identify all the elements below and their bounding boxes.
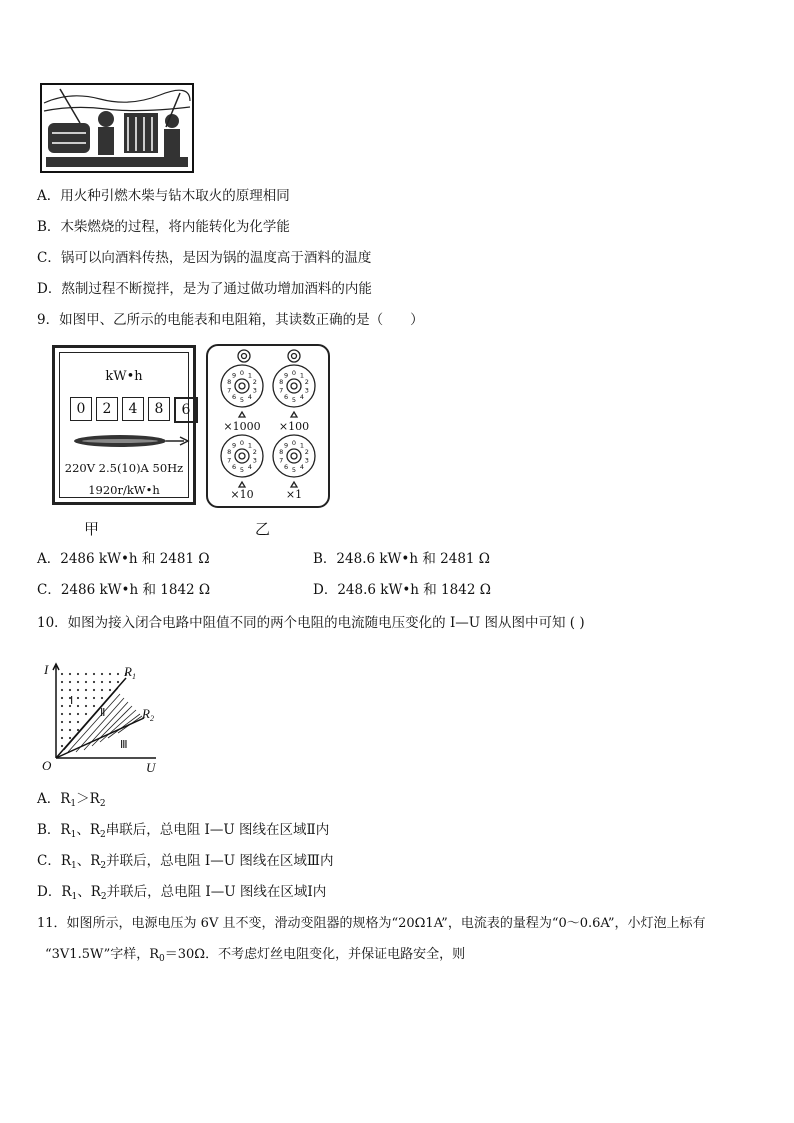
grid-dot <box>85 713 87 715</box>
grid-dot <box>117 673 119 675</box>
grid-dot <box>69 689 71 691</box>
subscript: 2 <box>100 830 106 840</box>
text-run: 并联后，总电阻 I—U 图线在区域Ⅰ内 <box>106 884 327 900</box>
grid-dot <box>93 689 95 691</box>
text-run: B．R <box>37 822 71 838</box>
grid-dot <box>61 721 63 723</box>
caption-jia: 甲 <box>84 520 100 538</box>
grid-dot <box>101 681 103 683</box>
grid-dot <box>69 729 71 731</box>
dial-digit: 6 <box>284 463 289 472</box>
q8-option-b: B．木柴燃烧的过程，将内能转化为化学能 <box>37 219 290 235</box>
dial-digit: 9 <box>284 441 289 450</box>
dial-digit: 2 <box>252 378 257 387</box>
dial-digit: 3 <box>304 456 309 465</box>
dial-digit: 4 <box>247 463 252 472</box>
grid-dot <box>85 697 87 699</box>
multiplier-100: ×100 <box>278 420 310 433</box>
text-run: A．R <box>37 791 71 807</box>
region-label-2: Ⅱ <box>100 707 106 719</box>
q11-stem-line2 <box>45 946 465 968</box>
text-run: 、R <box>76 822 100 838</box>
dial-digit: 9 <box>232 371 237 380</box>
dial-digit: 9 <box>232 441 237 450</box>
meter-digit: 4 <box>122 397 144 421</box>
multiplier-1: ×1 <box>285 488 303 501</box>
text-run: “3V1.5W”字样，R <box>45 947 160 962</box>
dial-digit: 4 <box>299 463 304 472</box>
subscript: 2 <box>100 892 107 902</box>
dial-digit: 0 <box>291 368 297 377</box>
text-run: 、R <box>76 853 101 869</box>
origin-label: O <box>42 758 52 773</box>
line-label-r1: $R_1$ <box>124 664 136 681</box>
brewing-illustration <box>40 83 194 173</box>
grid-dot <box>77 697 79 699</box>
dial-digit: 8 <box>227 448 232 457</box>
caption-yi: 乙 <box>255 520 271 538</box>
dial-digit: 6 <box>284 393 289 402</box>
electricity-meter <box>52 345 196 505</box>
grid-dot <box>77 713 79 715</box>
q9-option-a: A．2486 kW•h 和 2481 Ω <box>37 551 210 567</box>
grid-dot <box>101 689 103 691</box>
grid-dot <box>85 681 87 683</box>
region-label-3: Ⅲ <box>120 739 128 751</box>
meter-spec-rating: 220V 2.5(10)A 50Hz <box>64 461 184 475</box>
grid-dot <box>85 705 87 707</box>
grid-dot <box>69 721 71 723</box>
dial-digit: 7 <box>279 456 284 465</box>
dial-digit: 1 <box>299 371 304 380</box>
dial-digit: 1 <box>299 441 304 450</box>
grid-dot <box>69 737 71 739</box>
grid-dot <box>61 689 63 691</box>
dial-digit: 4 <box>247 393 252 402</box>
q10-stem: 10．如图为接入闭合电路中阻值不同的两个电阻的电流随电压变化的 I—U 图从图中可知 ( ) <box>37 615 585 631</box>
q9-option-c: C．2486 kW•h 和 1842 Ω <box>37 582 211 598</box>
dial-digit: 5 <box>239 465 245 474</box>
dial-digit: 0 <box>291 438 297 447</box>
grid-dot <box>109 681 111 683</box>
grid-dot <box>69 681 71 683</box>
dial-digit: 3 <box>252 456 257 465</box>
q10-option-b <box>37 821 329 844</box>
dial-digit: 5 <box>239 395 245 404</box>
q10-option-c <box>37 852 333 875</box>
grid-dot <box>77 705 79 707</box>
resistance-box <box>206 344 330 508</box>
meter-digits <box>70 397 198 423</box>
grid-dot <box>77 729 79 731</box>
grid-dot <box>61 705 63 707</box>
q8-option-c: C．锅可以向酒料传热，是因为锅的温度高于酒料的温度 <box>37 250 372 266</box>
grid-dot <box>61 737 63 739</box>
text-run: C．R <box>37 853 71 869</box>
axis-label-i: I <box>44 662 49 677</box>
q8-option-a: A．用火种引燃木柴与钻木取火的原理相同 <box>37 188 290 204</box>
dial-digit: 1 <box>247 371 252 380</box>
region-label-1: Ⅰ <box>70 695 74 707</box>
grid-dot <box>109 689 111 691</box>
grid-dot <box>85 673 87 675</box>
q9-option-d: D．248.6 kW•h 和 1842 Ω <box>313 582 491 598</box>
grid-dot <box>101 697 103 699</box>
grid-dot <box>61 697 63 699</box>
meter-digit: 0 <box>70 397 92 421</box>
subscript: 1 <box>71 892 78 902</box>
dial-digit: 2 <box>252 448 257 457</box>
meter-digit: 2 <box>96 397 118 421</box>
q8-option-d: D．熬制过程不断搅拌，是为了通过做功增加酒料的内能 <box>37 281 372 297</box>
grid-dot <box>77 689 79 691</box>
subscript: 1 <box>70 799 77 809</box>
subscript: 2 <box>100 861 107 871</box>
dial-digit: 9 <box>284 371 289 380</box>
multiplier-10: ×10 <box>230 488 254 501</box>
subscript: 1 <box>71 861 77 871</box>
grid-dot <box>61 673 63 675</box>
dial-digit: 8 <box>227 378 232 387</box>
text-run: ＞R <box>76 791 100 807</box>
text-run: 并联后，总电阻 I—U 图线在区域Ⅲ内 <box>106 853 334 869</box>
meter-digit: 8 <box>148 397 170 421</box>
q9-stem: 9．如图甲、乙所示的电能表和电阻箱，其读数正确的是（ ） <box>37 312 424 328</box>
grid-dot <box>61 713 63 715</box>
grid-dot <box>93 673 95 675</box>
grid-dot <box>77 673 79 675</box>
grid-dot <box>117 681 119 683</box>
dial-digit: 8 <box>279 378 284 387</box>
iu-graph <box>36 660 166 775</box>
dial-digit: 5 <box>291 465 297 474</box>
dial-digit: 7 <box>227 456 232 465</box>
grid-dot <box>61 681 63 683</box>
dial-digit: 5 <box>291 395 297 404</box>
dial-digit: 6 <box>232 463 237 472</box>
dial-digit: 3 <box>252 386 257 395</box>
dial-digit: 0 <box>239 368 245 377</box>
dial-digit: 2 <box>304 378 309 387</box>
subscript: 1 <box>70 830 77 840</box>
text-run: 串联后，总电阻 I—U 图线在区域Ⅱ内 <box>105 822 330 838</box>
multiplier-1000: ×1000 <box>223 420 261 433</box>
meter-unit: kW•h <box>105 369 143 384</box>
dial-digit: 1 <box>247 441 252 450</box>
grid-dot <box>77 721 79 723</box>
q11-stem-line1: 11．如图所示，电源电压为 6V 且不变，滑动变阻器的规格为“20Ω1A”，电流表的量程为“0～0.6A”，小灯泡上标有 <box>37 916 706 931</box>
q9-option-b: B．248.6 kW•h 和 2481 Ω <box>313 551 490 567</box>
dial-digit: 8 <box>279 448 284 457</box>
grid-dot <box>93 697 95 699</box>
grid-dot <box>101 673 103 675</box>
dial-digit: 0 <box>239 438 245 447</box>
line-label-r2: $R_2$ <box>142 706 154 723</box>
q10-option-d <box>37 883 326 906</box>
text-run: 、R <box>77 884 101 900</box>
subscript: 0 <box>159 954 165 964</box>
grid-dot <box>61 745 63 747</box>
text-run: D．R <box>37 884 72 900</box>
q10-option-a <box>37 790 106 813</box>
grid-dot <box>77 681 79 683</box>
dial-digit: 3 <box>304 386 309 395</box>
axis-label-u: U <box>146 760 156 775</box>
grid-dot <box>69 713 71 715</box>
meter-spec-revolutions: 1920r/kW•h <box>88 483 160 497</box>
grid-dot <box>93 705 95 707</box>
dial-digit: 6 <box>232 393 237 402</box>
dial-digit: 4 <box>299 393 304 402</box>
dial-digit: 7 <box>227 386 232 395</box>
grid-dot <box>69 673 71 675</box>
meter-disk-icon <box>68 433 190 449</box>
grid-dot <box>109 673 111 675</box>
meter-digit-decimal: 6 <box>174 397 198 423</box>
grid-dot <box>93 681 95 683</box>
grid-dot <box>61 729 63 731</box>
grid-dot <box>85 689 87 691</box>
dial-digit: 7 <box>279 386 284 395</box>
dial-digit: 2 <box>304 448 309 457</box>
subscript: 2 <box>99 799 106 809</box>
text-run: ＝30Ω．不考虑灯丝电阻变化，并保证电路安全，则 <box>164 947 466 962</box>
